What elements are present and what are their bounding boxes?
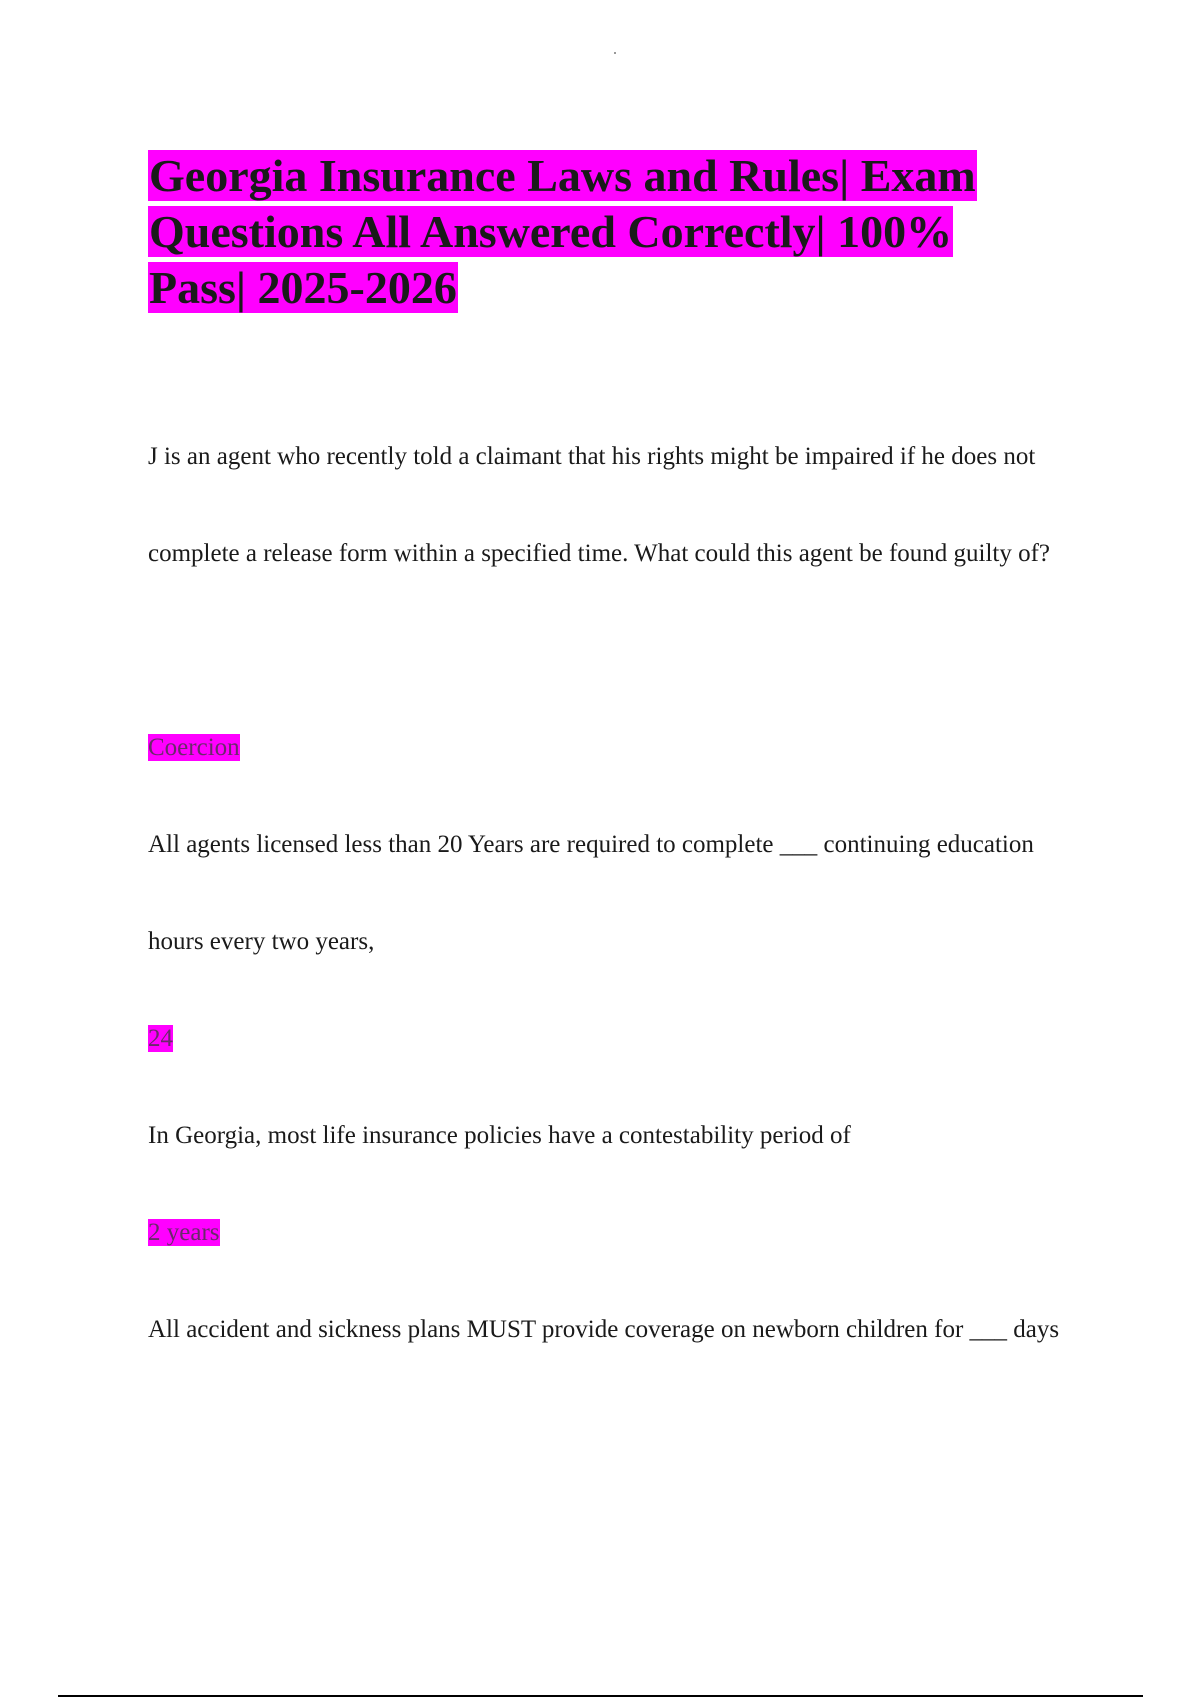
question-text: All accident and sickness plans MUST provide coverage on newborn children for ___ days [148, 1316, 1060, 1343]
question-3 [148, 1087, 1088, 1184]
answer-2-block [148, 990, 1088, 1087]
answer-1-block [148, 699, 1088, 796]
page-marker-dot [614, 52, 616, 54]
answer-text: 2 years [148, 1219, 220, 1246]
answer-text: Coercion [148, 734, 240, 761]
question-text: J is an agent who recently told a claimant that his rights might be impaired if he does not complete a release form within a specified time. What could this agent be found guilty of? [148, 443, 1051, 567]
question-1 [148, 408, 1088, 602]
document-title-text: Georgia Insurance Laws and Rules| Exam Questions All Answered Correctly| 100% Pass| 2025-2026 [149, 150, 976, 313]
answer-text: 24 [148, 1025, 173, 1052]
question-4 [148, 1281, 1088, 1378]
page-bottom-rule [58, 1695, 1143, 1697]
question-2 [148, 796, 1088, 990]
question-text: All agents licensed less than 20 Years are required to complete ___ continuing education hours every two years, [148, 831, 1034, 955]
document-title [148, 148, 1048, 316]
question-text: In Georgia, most life insurance policies have a contestability period of [148, 1122, 851, 1149]
answer-3-block [148, 1184, 1088, 1281]
